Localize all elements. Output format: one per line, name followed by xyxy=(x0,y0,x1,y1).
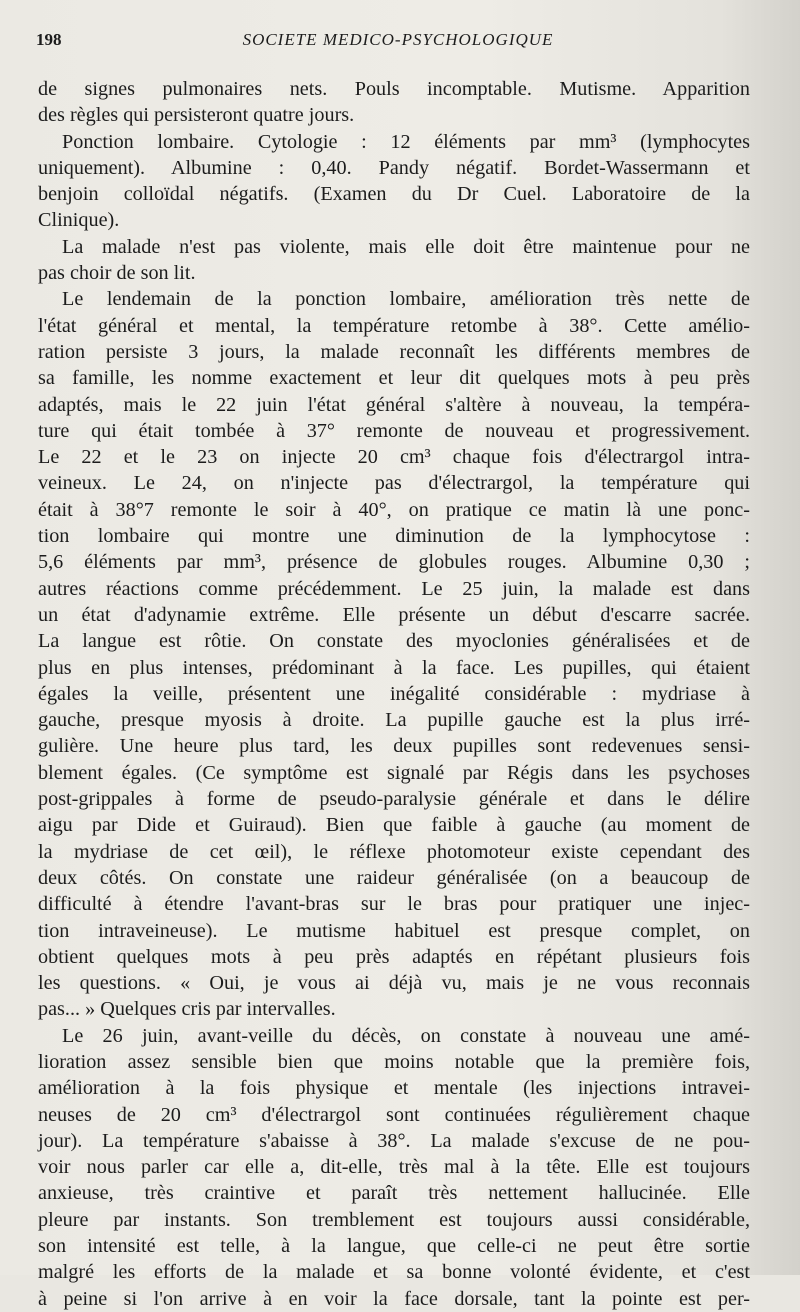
text-line: pas choir de son lit. xyxy=(38,262,196,285)
text-line: pleure par instants. Son tremblement est toujours aussi considérable, xyxy=(38,1208,750,1231)
text-line: Clinique). xyxy=(38,209,120,232)
text-line: les questions. « Oui, je vous ai déjà vu, mais je ne vous reconnais xyxy=(38,972,750,995)
text-line: obtient quelques mots à peu près adaptés en répétant plusieurs fois xyxy=(38,945,750,968)
running-head: SOCIETE MEDICO-PSYCHOLOGIQUE xyxy=(242,30,554,49)
text-line: veineux. Le 24, on n'injecte pas d'électrargol, la température qui xyxy=(38,472,750,495)
text-line: l'état général et mental, la température retombe à 38°. Cette amélio- xyxy=(38,314,750,337)
text-line: ture qui était tombée à 37° remonte de nouveau et progressivement. xyxy=(38,419,750,442)
text-line: autres réactions comme précédemment. Le 25 juin, la malade est dans xyxy=(38,577,750,600)
text-line: pas... » Quelques cris par intervalles. xyxy=(38,998,336,1021)
body-text xyxy=(38,76,750,1312)
text-line: sa famille, les nomme exactement et leur dit quelques mots à peu près xyxy=(38,367,750,390)
text-line: difficulté à étendre l'avant-bras sur le bras pour pratiquer une injec- xyxy=(38,893,750,916)
text-line: Le lendemain de la ponction lombaire, amélioration très nette de xyxy=(62,288,750,311)
text-line: amélioration à la fois physique et mentale (les injections intravei- xyxy=(38,1077,750,1100)
text-line: lioration assez sensible bien que moins notable que la première fois, xyxy=(38,1050,750,1073)
text-line: 5,6 éléments par mm³, présence de globules rouges. Albumine 0,30 ; xyxy=(38,551,750,574)
text-line: gauche, presque myosis à droite. La pupille gauche est la plus irré- xyxy=(38,709,750,732)
text-line: voir nous parler car elle a, dit-elle, très mal à la tête. Elle est toujours xyxy=(38,1156,750,1179)
text-line: deux côtés. On constate une raideur généralisée (on a beaucoup de xyxy=(38,866,750,889)
text-line: uniquement). Albumine : 0,40. Pandy négatif. Bordet-Wassermann et xyxy=(38,156,750,179)
text-line: Le 22 et le 23 on injecte 20 cm³ chaque fois d'électrargol intra- xyxy=(38,446,750,469)
text-line: post-grippales à forme de pseudo-paralysie générale et dans le délire xyxy=(38,788,750,811)
text-line: Le 26 juin, avant-veille du décès, on constate à nouveau une amé- xyxy=(62,1024,750,1047)
text-line: un état d'adynamie extrême. Elle présente un début d'escarre sacrée. xyxy=(38,603,750,626)
text-line: aigu par Dide et Guiraud). Bien que faible à gauche (au moment de xyxy=(38,814,750,837)
text-line: La malade n'est pas violente, mais elle doit être maintenue pour ne xyxy=(62,235,750,258)
text-line: était à 38°7 remonte le soir à 40°, on pratique ce matin là une ponc- xyxy=(38,498,750,521)
text-line: jour). La température s'abaisse à 38°. La malade s'excuse de ne pou- xyxy=(38,1129,750,1152)
text-line: plus en plus intenses, prédominant à la face. Les pupilles, qui étaient xyxy=(38,656,750,679)
text-line: blement égales. (Ce symptôme est signalé par Régis dans les psychoses xyxy=(38,761,750,784)
text-line: malgré les efforts de la malade et sa bonne volonté évidente, et c'est xyxy=(38,1261,750,1284)
text-line: son intensité est telle, à la langue, que celle-ci ne peut être sortie xyxy=(38,1235,750,1258)
text-line: Ponction lombaire. Cytologie : 12 éléments par mm³ (lymphocytes xyxy=(62,130,750,153)
text-line: ration persiste 3 jours, la malade reconnaît les différents membres de xyxy=(38,340,750,363)
text-line: La langue est rôtie. On constate des myoclonies généralisées et de xyxy=(38,630,750,653)
text-line: la mydriase de cet œil), le réflexe photomoteur existe cependant des xyxy=(38,840,750,863)
page-number: 198 xyxy=(36,30,62,49)
text-line: anxieuse, très craintive et paraît très nettement hallucinée. Elle xyxy=(38,1182,750,1205)
text-line: à peine si l'on arrive à en voir la face dorsale, tant la pointe est per- xyxy=(38,1287,750,1310)
text-line: tion lombaire qui montre une diminution de la lymphocytose : xyxy=(38,525,750,548)
text-line: gulière. Une heure plus tard, les deux pupilles sont redevenues sensi- xyxy=(38,735,750,758)
text-line: benjoin colloïdal négatifs. (Examen du Dr Cuel. Laboratoire de la xyxy=(38,183,750,206)
text-line: de signes pulmonaires nets. Pouls incomptable. Mutisme. Apparition xyxy=(38,78,750,100)
text-line: égales la veille, présentent une inégalité considérable : mydriase à xyxy=(38,682,750,705)
page-header xyxy=(36,30,760,58)
text-line: neuses de 20 cm³ d'électrargol sont continuées régulièrement chaque xyxy=(38,1103,750,1126)
text-line: des règles qui persisteront quatre jours. xyxy=(38,104,355,127)
text-line: adaptés, mais le 22 juin l'état général s'altère à nouveau, la tempéra- xyxy=(38,393,750,416)
text-line: tion intraveineuse). Le mutisme habituel est presque complet, on xyxy=(38,919,750,942)
